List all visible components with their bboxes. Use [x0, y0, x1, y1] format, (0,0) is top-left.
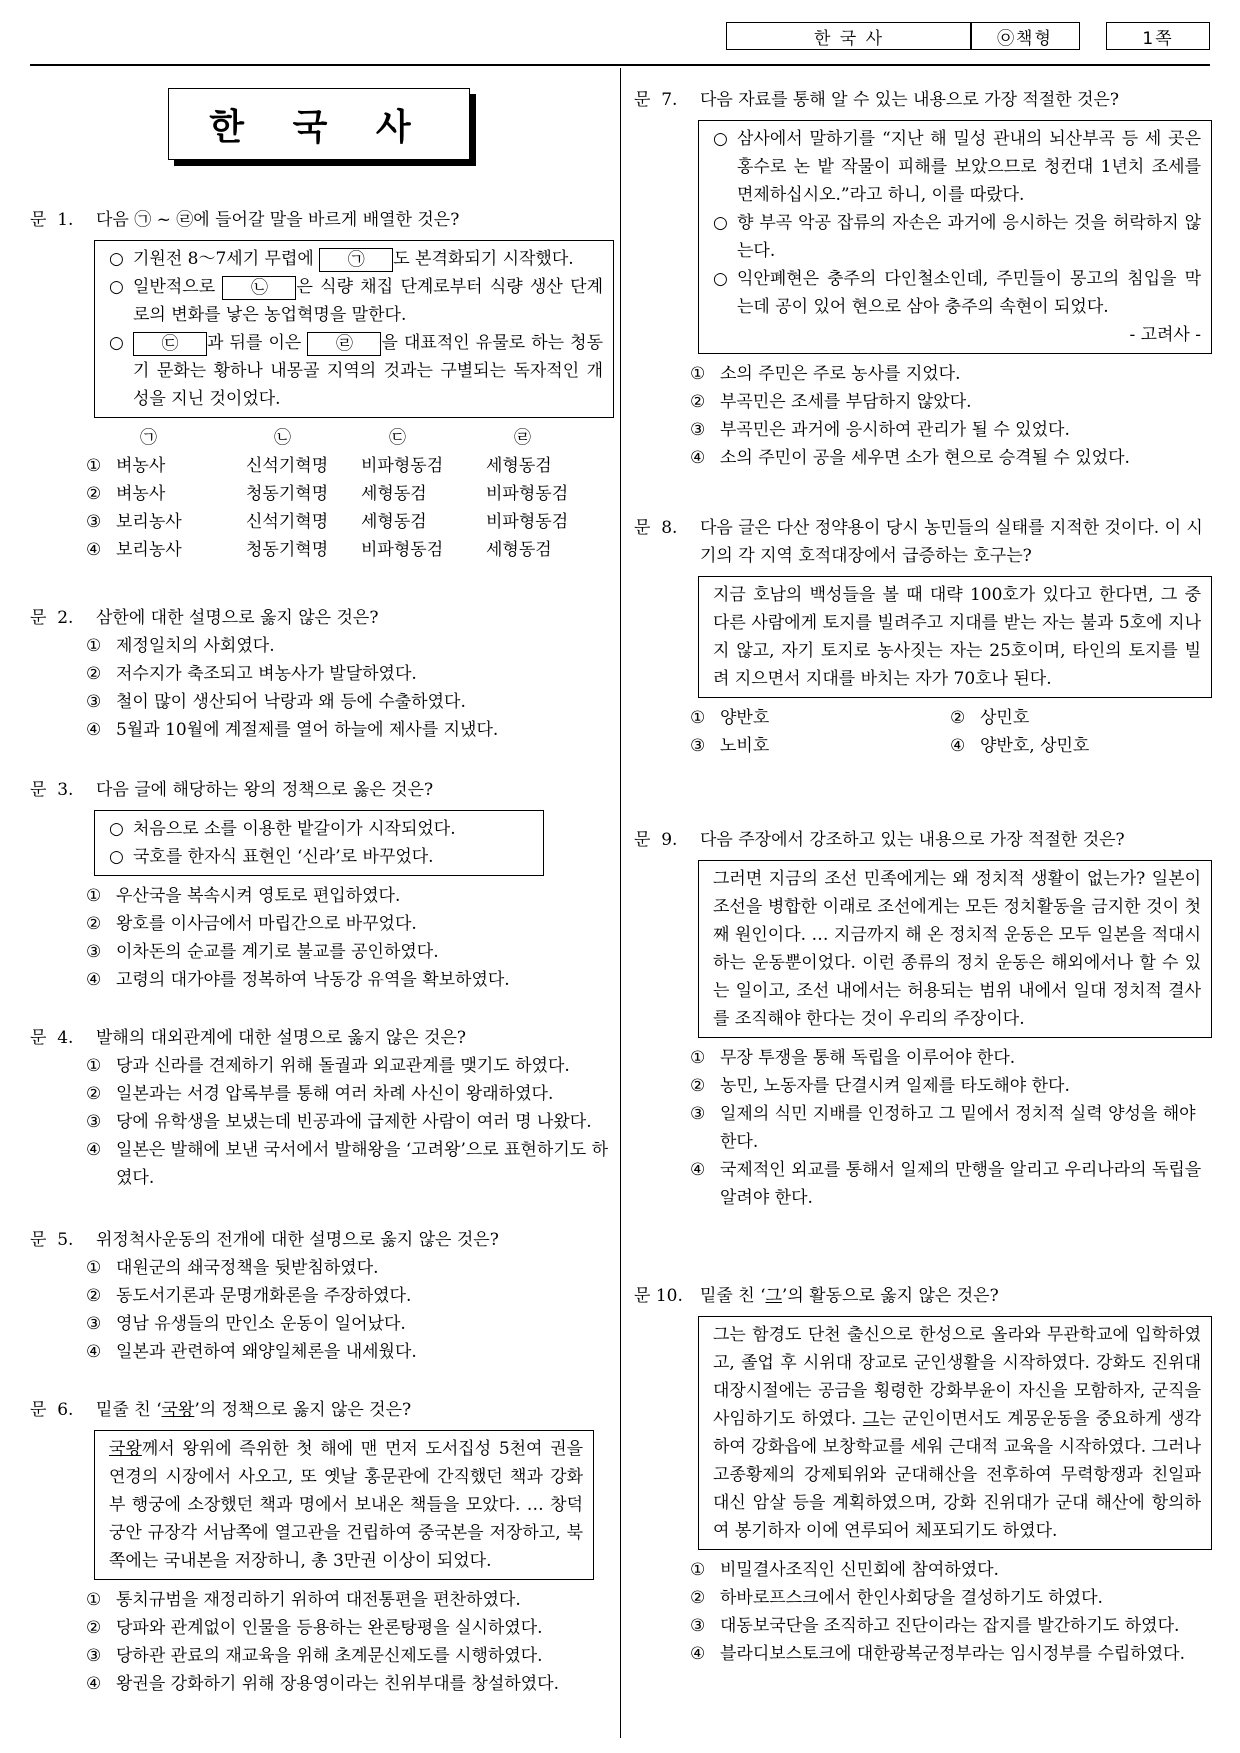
passage-text: 을 대표적인 유물로 하는 청동기 문화는 황하나 내몽골 지역의 것과는 구별되는 독자적인 개성을 지닌 것이었다.: [133, 333, 603, 409]
option-marker: ①: [86, 1056, 102, 1076]
bullet: ○: [109, 249, 124, 269]
question-8-passage: [698, 576, 1212, 698]
option-text: 국제적인 외교를 통해서 일제의 만행을 알리고 우리나라의 독립을 알려야 한다.: [720, 1160, 1202, 1208]
option-4[interactable]: [86, 966, 610, 994]
question-number: 문 8.: [634, 518, 678, 538]
question-number: 문 9.: [634, 830, 678, 850]
header-rule: [30, 64, 1210, 66]
question-stem: ’의 정책으로 옳지 않은 것은?: [194, 1400, 412, 1420]
table-cell: 비파형동검: [486, 484, 569, 504]
option-3[interactable]: [690, 1612, 1214, 1640]
underlined-term: 국왕: [161, 1400, 195, 1420]
option-marker: ②: [86, 914, 102, 934]
option-4[interactable]: [86, 716, 610, 744]
table-cell: 세형동검: [361, 512, 427, 532]
option-1[interactable]: [86, 1586, 610, 1614]
option-text: 소의 주민은 주로 농사를 지었다.: [720, 364, 961, 384]
option-3[interactable]: [690, 1100, 1214, 1156]
option-text: 블라디보스토크에 대한광복군정부라는 임시정부를 수립하였다.: [720, 1644, 1186, 1664]
option-text: 영남 유생들의 만인소 운동이 일어났다.: [116, 1314, 406, 1334]
question-2: [30, 604, 610, 744]
option-4[interactable]: [86, 1670, 610, 1698]
page-title: [168, 88, 470, 160]
option-text[interactable]: 양반호: [720, 708, 770, 728]
option-text: 5월과 10월에 계절제를 열어 하늘에 제사를 지냈다.: [116, 720, 499, 740]
option-marker: ①: [690, 1560, 706, 1580]
question-10-passage: [698, 1316, 1212, 1550]
option-marker: ③: [86, 692, 102, 712]
table-cell: 비파형동검: [486, 512, 569, 532]
question-6: [30, 1396, 610, 1698]
question-8: [634, 514, 1214, 760]
option-marker: ②: [690, 392, 706, 412]
blank-1: ㉠: [319, 248, 393, 272]
option-1[interactable]: [690, 360, 1214, 388]
option-marker: ①: [86, 636, 102, 656]
table-cell: 세형동검: [486, 456, 552, 476]
option-text: 왕권을 강화하기 위해 장용영이라는 친위부대를 창설하였다.: [116, 1674, 559, 1694]
question-stem: 삼한에 대한 설명으로 옳지 않은 것은?: [96, 608, 379, 628]
option-marker: ③: [86, 1314, 102, 1334]
option-marker: ③: [690, 420, 706, 440]
option-text: 비밀결사조직인 신민회에 참여하였다.: [720, 1560, 999, 1580]
option-1[interactable]: [86, 1254, 610, 1282]
column-header: ㉣: [514, 428, 531, 448]
passage-text: 그는 함경도 단천 출신으로 한성으로 올라와 무관학교에 입학하였고, 졸업 후 시위대 장교로 군인생활을 시작하였다. 강화도 진위대 대장시절에는 공금을 횡령한 강화부윤이 자신을 모함하자, 군직을 사임하기도 하였다.: [713, 1325, 1201, 1429]
option-text: 대원군의 쇄국정책을 뒷받침하였다.: [116, 1258, 379, 1278]
option-marker[interactable]: ①: [690, 708, 706, 728]
option-text: 농민, 노동자를 단결시켜 일제를 타도해야 한다.: [720, 1076, 1070, 1096]
bullet: ○: [713, 269, 728, 289]
bullet: ○: [713, 129, 728, 149]
question-7-passage: [698, 120, 1212, 354]
option-marker: ③: [86, 1112, 102, 1132]
table-cell: 벼농사: [116, 484, 166, 504]
table-cell: 세형동검: [361, 484, 427, 504]
question-number: 문 3.: [30, 780, 74, 800]
option-1[interactable]: [86, 1052, 610, 1080]
question-number: 문 5.: [30, 1230, 74, 1250]
option-text: 고령의 대가야를 정복하여 낙동강 유역을 확보하였다.: [116, 970, 510, 990]
option-marker: ③: [86, 942, 102, 962]
option-text: 일제의 식민 지배를 인정하고 그 밑에서 정치적 실력 양성을 해야 한다.: [720, 1104, 1196, 1152]
question-number: 문 1.: [30, 210, 74, 230]
bullet: ○: [109, 819, 124, 839]
underlined-term: 국왕: [109, 1439, 142, 1459]
question-number: 문 2.: [30, 608, 74, 628]
blank-2: ㉡: [222, 276, 296, 300]
option-text: 부곡민은 조세를 부담하지 않았다.: [720, 392, 972, 412]
option-marker: ②: [86, 1084, 102, 1104]
question-3: [30, 776, 610, 994]
answer-table: [86, 424, 610, 564]
table-cell: 청동기혁명: [246, 484, 329, 504]
option-marker: ①: [86, 1590, 102, 1610]
passage-text: 향 부곡 악공 잡류의 자손은 과거에 응시하는 것을 허락하지 않는다.: [737, 213, 1201, 261]
question-stem: 다음 자료를 통해 알 수 있는 내용으로 가장 적절한 것은?: [700, 90, 1120, 110]
options-grid: [690, 704, 1214, 760]
question-9: [634, 826, 1214, 1212]
subject-label: 한 국 사: [813, 28, 885, 49]
option-text: 당하관 관료의 재교육을 위해 초계문신제도를 시행하였다.: [116, 1646, 543, 1666]
option-marker: ③: [690, 1616, 706, 1636]
option-1[interactable]: [86, 632, 610, 660]
option-marker: ②: [86, 664, 102, 684]
option-3[interactable]: [690, 416, 1214, 444]
option-2[interactable]: [690, 1072, 1214, 1100]
question-1: [30, 206, 610, 564]
question-6-passage: [94, 1430, 594, 1580]
option-marker[interactable]: ④: [86, 540, 102, 560]
option-2[interactable]: [86, 660, 610, 688]
page-number-box: [1106, 22, 1210, 50]
question-number: 문 7.: [634, 90, 678, 110]
table-cell: 보리농사: [116, 540, 182, 560]
option-text: 당과 신라를 견제하기 위해 돌궐과 외교관계를 맺기도 하였다.: [116, 1056, 570, 1076]
option-text: 제정일치의 사회였다.: [116, 636, 275, 656]
option-marker: ②: [86, 1286, 102, 1306]
passage-text: 그러면 지금의 조선 민족에게는 왜 정치적 생활이 없는가? 일본이 조선을 병합한 이래로 조선에게는 모든 정치활동을 금지한 것이 첫째 원인이다. … 지금까지 해 온 정치적 운동은 모두 일본을 적대시하는 운동뿐이었다. 이런 종류의 정치 운동은 해외에서나 할 수 있는 일이고, 조선 내에서는 허용되는 범위 내에서 일대 정치적 결사를 조직해야 한다는 것이 우리의 주장이다.: [713, 869, 1201, 1029]
passage-text: 기원전 8～7세기 무렵에: [133, 249, 314, 269]
option-marker: ③: [690, 1104, 706, 1124]
option-marker[interactable]: ③: [690, 736, 706, 756]
question-stem: 다음 ㉠ ~ ㉣에 들어갈 말을 바르게 배열한 것은?: [96, 210, 460, 230]
table-cell: 비파형동검: [361, 540, 444, 560]
question-stem: 다음 글은 다산 정약용이 당시 농민들의 실태를 지적한 것이다. 이 시기의 각 지역 호적대장에서 급증하는 호구는?: [700, 518, 1203, 566]
passage-text: 은 식량 채집 단계로부터 식량 생산 단계로의 변화를 낳은 농업혁명을 말한다.: [133, 277, 603, 325]
option-text: 이차돈의 순교를 계기로 불교를 공인하였다.: [116, 942, 439, 962]
column-header: ㉠: [140, 428, 157, 448]
passage-text: 처음으로 소를 이용한 밭갈이가 시작되었다.: [133, 819, 456, 839]
passage-text: 는 군인이면서도 계몽운동을 중요하게 생각하여 강화읍에 보창학교를 세워 근대적 교육을 시작하였다. 그러나 고종황제의 강제퇴위와 군대해산을 전후하여 무력항쟁과 친일파 대신 암살 등을 계획하였으며, 강화 진위대가 군대 해산에 항의하여 봉기하자 이에 연루되어 체포되기도 하였다.: [713, 1409, 1201, 1541]
option-text: 동도서기론과 문명개화론을 주장하였다.: [116, 1286, 412, 1306]
option-3[interactable]: [86, 1642, 610, 1670]
passage-text: 국호를 한자식 표현인 ‘신라’로 바꾸었다.: [133, 847, 434, 867]
option-marker: ③: [86, 1646, 102, 1666]
question-stem: 다음 글에 해당하는 왕의 정책으로 옳은 것은?: [96, 780, 434, 800]
option-marker: ②: [690, 1588, 706, 1608]
passage-text: 삼사에서 말하기를 “지난 해 밀성 관내의 뇌산부곡 등 세 곳은 홍수로 논 밭 작물이 피해를 보았으므로 청컨대 1년치 조세를 면제하십시오.”라고 하니, 이를 따랐다.: [737, 129, 1201, 205]
question-stem: 밑줄 친 ‘: [96, 1400, 162, 1420]
option-text: 무장 투쟁을 통해 독립을 이루어야 한다.: [720, 1048, 1016, 1068]
question-9-passage: [698, 860, 1212, 1038]
option-text[interactable]: 노비호: [720, 736, 770, 756]
subject-box: [726, 22, 972, 50]
option-text: 저수지가 축조되고 벼농사가 발달하였다.: [116, 664, 417, 684]
option-4[interactable]: [86, 1136, 610, 1192]
bullet: ○: [109, 333, 124, 353]
option-text: 일본과 관련하여 왜양일체론을 내세웠다.: [116, 1342, 417, 1362]
option-1[interactable]: [690, 1044, 1214, 1072]
bullet: ○: [109, 847, 124, 867]
option-text: 당에 유학생을 보냈는데 빈공과에 급제한 사람이 여러 명 나왔다.: [116, 1112, 592, 1132]
option-text: 일본과는 서경 압록부를 통해 여러 차례 사신이 왕래하였다.: [116, 1084, 554, 1104]
option-1[interactable]: [86, 882, 610, 910]
question-number: 문 4.: [30, 1028, 74, 1048]
option-2[interactable]: [86, 910, 610, 938]
option-marker: ①: [690, 1048, 706, 1068]
form-type-box: [970, 22, 1080, 50]
option-2[interactable]: [690, 388, 1214, 416]
question-stem: 위정척사운동의 전개에 대한 설명으로 옳지 않은 것은?: [96, 1230, 499, 1250]
option-marker: ④: [690, 1160, 706, 1180]
passage-text: 익안폐현은 충주의 다인철소인데, 주민들이 몽고의 침입을 막는데 공이 있어 현으로 삼아 충주의 속현이 되었다.: [737, 269, 1201, 317]
question-1-passage: [94, 240, 614, 418]
bullet: ○: [713, 213, 728, 233]
table-cell: 벼농사: [116, 456, 166, 476]
option-marker: ④: [86, 720, 102, 740]
option-marker: ①: [690, 364, 706, 384]
option-1[interactable]: [690, 1556, 1214, 1584]
option-2[interactable]: [86, 1282, 610, 1310]
question-10: [634, 1282, 1214, 1668]
option-text: 대동보국단을 조직하고 진단이라는 잡지를 발간하기도 하였다.: [720, 1616, 1180, 1636]
table-cell: 보리농사: [116, 512, 182, 532]
option-marker: ④: [86, 1342, 102, 1362]
question-7: [634, 86, 1214, 472]
table-cell: 청동기혁명: [246, 540, 329, 560]
column-header: ㉢: [389, 428, 406, 448]
option-marker[interactable]: ③: [86, 512, 102, 532]
option-text: 통치규범을 재정리하기 위하여 대전통편을 편찬하였다.: [116, 1590, 521, 1610]
option-marker[interactable]: ④: [950, 736, 966, 756]
option-marker[interactable]: ①: [86, 456, 102, 476]
option-4[interactable]: [690, 444, 1214, 472]
question-stem: ’의 활동으로 옳지 않은 것은?: [781, 1286, 999, 1306]
column-header: ㉡: [274, 428, 291, 448]
page-number-label: 1쪽: [1142, 28, 1174, 49]
option-text: 우산국을 복속시켜 영토로 편입하였다.: [116, 886, 401, 906]
option-text: 당파와 관계없이 인물을 등용하는 완론탕평을 실시하였다.: [116, 1618, 543, 1638]
question-number: 문 6.: [30, 1400, 74, 1420]
option-3[interactable]: [86, 938, 610, 966]
passage-text: 께서 왕위에 즉위한 첫 해에 맨 먼저 도서집성 5천여 권을 연경의 시장에서 사오고, 또 옛날 홍문관에 간직했던 책과 강화부 행궁에 소장했던 책과 명에서 보내온 책들을 모았다. … 창덕궁안 규장각 서남쪽에 열고관을 건립하여 중국본을 저장하고, 북쪽에는 국내본을 저장하니, 총 3만권 이상이 되었다.: [109, 1439, 583, 1571]
bullet: ○: [109, 277, 124, 297]
form-type-label: ㉧책형: [997, 28, 1053, 49]
option-2[interactable]: [86, 1614, 610, 1642]
option-marker: ④: [86, 1674, 102, 1694]
table-cell: 신석기혁명: [246, 512, 329, 532]
option-text: 철이 많이 생산되어 낙랑과 왜 등에 수출하였다.: [116, 692, 466, 712]
table-cell: 세형동검: [486, 540, 552, 560]
passage-text: 과 뒤를 이은: [207, 333, 302, 353]
option-3[interactable]: [86, 1310, 610, 1338]
table-cell: 신석기혁명: [246, 456, 329, 476]
option-marker: ①: [86, 886, 102, 906]
option-text: 왕호를 이사금에서 마립간으로 바꾸었다.: [116, 914, 417, 934]
passage-text: 일반적으로: [133, 277, 216, 297]
option-marker: ②: [690, 1076, 706, 1096]
option-marker: ④: [690, 448, 706, 468]
blank-3: ㉢: [133, 332, 207, 356]
passage-text: 지금 호남의 백성들을 볼 때 대략 100호가 있다고 한다면, 그 중 다른 사람에게 토지를 빌려주고 지대를 받는 자는 불과 5호에 지나지 않고, 자기 토지로 농사짓는 자는 25호이며, 타인의 토지를 빌려 지으면서 지대를 바치는 자가 70호나 된다.: [713, 585, 1201, 689]
question-4: [30, 1024, 610, 1192]
blank-4: ㉣: [307, 332, 381, 356]
underlined-term: 그: [765, 1286, 782, 1306]
question-number: 문 10.: [634, 1286, 683, 1306]
underlined-term: 그: [862, 1409, 880, 1429]
option-text[interactable]: 양반호, 상민호: [980, 736, 1090, 756]
option-4[interactable]: [86, 1338, 610, 1366]
option-text: 하바로프스크에서 한인사회당을 결성하기도 하였다.: [720, 1588, 1103, 1608]
option-4[interactable]: [690, 1156, 1214, 1212]
option-4[interactable]: [690, 1640, 1214, 1668]
option-3[interactable]: [86, 688, 610, 716]
option-text: 부곡민은 과거에 응시하여 관리가 될 수 있었다.: [720, 420, 1070, 440]
table-cell: 비파형동검: [361, 456, 444, 476]
option-2[interactable]: [86, 1080, 610, 1108]
question-stem: 다음 주장에서 강조하고 있는 내용으로 가장 적절한 것은?: [700, 830, 1125, 850]
option-3[interactable]: [86, 1108, 610, 1136]
question-stem: 발해의 대외관계에 대한 설명으로 옳지 않은 것은?: [96, 1028, 466, 1048]
option-text: 소의 주민이 공을 세우면 소가 현으로 승격될 수 있었다.: [720, 448, 1130, 468]
option-marker: ④: [690, 1644, 706, 1664]
column-divider: [620, 68, 621, 1738]
option-marker[interactable]: ②: [950, 708, 966, 728]
option-marker: ②: [86, 1618, 102, 1638]
option-text: 일본은 발해에 보낸 국서에서 발해왕을 ‘고려왕’으로 표현하기도 하였다.: [116, 1140, 609, 1188]
option-marker: ④: [86, 970, 102, 990]
question-3-passage: [94, 810, 544, 876]
page-title-text: 한 국 사: [209, 106, 429, 148]
question-5: [30, 1226, 610, 1366]
option-2[interactable]: [690, 1584, 1214, 1612]
option-marker: ④: [86, 1140, 102, 1160]
source-citation: - 고려사 -: [1129, 325, 1201, 345]
option-text[interactable]: 상민호: [980, 708, 1030, 728]
option-marker: ①: [86, 1258, 102, 1278]
passage-text: 도 본격화되기 시작했다.: [393, 249, 574, 269]
option-marker[interactable]: ②: [86, 484, 102, 504]
question-stem: 밑줄 친 ‘: [700, 1286, 766, 1306]
